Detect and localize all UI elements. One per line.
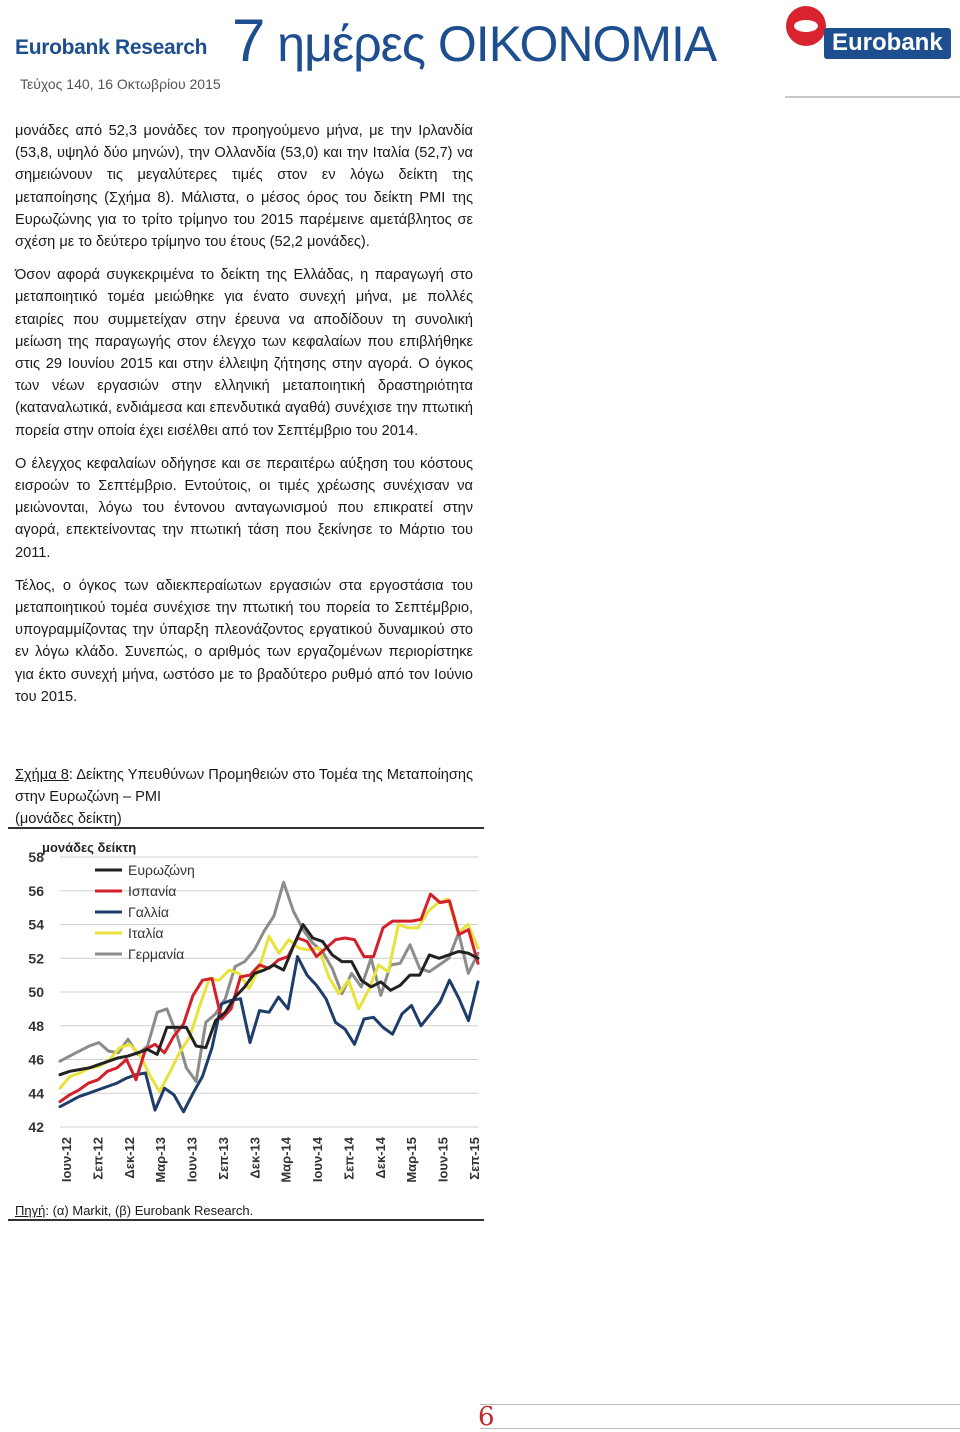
x-tick-label: Ιουν-13 <box>184 1137 200 1183</box>
figure-units: (μονάδες δείκτη) <box>15 811 122 828</box>
footer-rule-top <box>480 1404 960 1405</box>
series-line-2 <box>60 957 478 1112</box>
paragraph-3: Ο έλεγχος κεφαλαίων οδήγησε και σε περαιτέρω αύξηση του κόστους εισροών το Σεπτέμβριο. Εντούτοις, οι τιμές χρέωσης συνέχισαν να μειώνονται, λόγω του έντονου ανταγωνισμού που επικρατεί στην αγορά, επεκτείνοντας την πτωτική τάση που ξεκίνησε το Μάρτιο του 2011. <box>15 455 473 561</box>
paragraph-2: Όσον αφορά συγκεκριμένα το δείκτη της Ελλάδας, η παραγωγή στο μεταποιητικό τομέα μειώθηκε για ένατο συνεχή μήνα, με πολλές εταιρίες που συμμετείχαν στην έρευνα να αποδίδουν τη συνολική μείωση της παραγωγής στον έλεγχο των κεφαλαίων που επιβλήθηκε στις 29 Ιουνίου 2015 και στην έλλειψη ζήτησης στην αγορά. Ο όγκος των νέων εργασιών στην ελληνική μεταποιητική δραστηριότητα (καταναλωτικά, ενδιάμεσα και επενδυτικά αγαθά) συνέχισε την πτωτική πορεία στην οποία έχει εισέλθει από τον Σεπτέμβριο του 2014. <box>15 267 473 439</box>
x-tick-label: Δεκ-14 <box>372 1137 388 1179</box>
page-header <box>0 0 960 100</box>
y-tick-label: 56 <box>28 882 44 899</box>
paragraph-4: Τέλος, ο όγκος των αδιεκπεραίωτων εργασιών στα εργοστάσια του μεταποιητικού τομέα συνέχισε την πτωτική του πορεία το Σεπτέμβριο, υπογραμμίζοντας την ύπαρξη πλεονάζοντος εργατικού δυναμικού στο εν λόγω κλάδο. Συνεπώς, ο αριθμός των εργαζομένων περιορίστηκε για έκτο συνεχή μήνα, ωστόσο με το βραδύτερο ρυθμό από τον Ιούνιο του 2015. <box>15 577 473 705</box>
paragraph-1: μονάδες από 52,3 μονάδες τον προηγούμενο μήνα, με την Ιρλανδία (53,8, υψηλό δύο μηνών), την Ολλανδία (53,0) και την Ιταλία (52,7) να σημειώνουν τις μεγαλύτερες τιμές στον εν λόγω δείκτη της μεταποίησης (Σχήμα 8). Μάλιστα, ο μέσος όρος του δείκτη PMI της Ευρωζώνης για το τρίτο τρίμηνο του 2015 παρέμεινε αμετάβλητος σε σχέση με το δεύτερο τρίμηνο του έτους (52,2 μονάδες). <box>15 123 473 251</box>
header-rule <box>785 96 960 98</box>
x-tick-label: Μαρ-15 <box>404 1137 420 1183</box>
footer-rule-bottom <box>480 1428 960 1429</box>
figure-top-rule <box>8 827 484 829</box>
figure-caption <box>15 764 473 831</box>
x-tick-label: Ιουν-14 <box>310 1137 326 1183</box>
x-tick-label: Σεπ-14 <box>341 1137 357 1180</box>
legend-label: Γερμανία <box>128 946 185 962</box>
pmi-line-chart <box>8 832 484 1192</box>
masthead-text: ημέρες ΟΙΚΟΝΟΜΙΑ <box>277 16 717 72</box>
figure-bottom-rule <box>8 1219 484 1221</box>
source-text: : (α) Markit, (β) Eurobank Research. <box>45 1203 254 1218</box>
series-line-4 <box>60 882 478 1081</box>
article-body <box>15 120 473 719</box>
masthead-number: 7 <box>232 7 265 74</box>
y-tick-label: 48 <box>28 1017 44 1034</box>
pmi-chart <box>8 832 484 1192</box>
y-tick-label: 54 <box>28 916 44 933</box>
y-tick-label: 46 <box>28 1051 44 1068</box>
page-number: 6 <box>478 1402 495 1432</box>
x-tick-label: Ιουν-12 <box>59 1137 74 1183</box>
series-line-0 <box>60 925 478 1075</box>
eurobank-logo-icon <box>786 6 826 46</box>
y-tick-label: 42 <box>28 1119 44 1135</box>
x-tick-label: Σεπ-13 <box>215 1137 231 1180</box>
x-tick-label: Σεπ-15 <box>467 1137 482 1180</box>
y-axis-label: μονάδες δείκτη <box>42 840 137 855</box>
issue-date: Τεύχος 140, 16 Οκτωβρίου 2015 <box>20 76 221 92</box>
legend-label: Ευρωζώνη <box>128 862 195 878</box>
y-tick-label: 50 <box>28 984 44 1000</box>
legend-label: Ιταλία <box>128 925 164 941</box>
legend-label: Γαλλία <box>128 904 170 920</box>
x-tick-label: Σεπ-12 <box>90 1137 106 1180</box>
figure-label: Σχήμα 8 <box>15 767 69 783</box>
masthead-title <box>232 6 716 75</box>
x-tick-label: Δεκ-13 <box>247 1137 263 1179</box>
source-label: Πηγή <box>15 1203 46 1218</box>
x-tick-label: Δεκ-12 <box>121 1137 137 1179</box>
x-tick-label: Μαρ-13 <box>153 1137 169 1183</box>
eurobank-research-brand: Eurobank Research <box>15 36 208 59</box>
y-tick-label: 44 <box>28 1085 44 1102</box>
y-tick-label: 58 <box>28 849 44 865</box>
eurobank-logo-text: Eurobank <box>824 28 951 59</box>
figure-title: Δείκτης Υπευθύνων Προμηθειών στο Τομέα της Μεταποίησης στην Ευρωζώνη – PMI <box>15 767 473 806</box>
x-tick-label: Μαρ-14 <box>278 1137 294 1183</box>
y-tick-label: 52 <box>28 950 44 967</box>
figure-sep: : <box>68 767 73 783</box>
figure-source <box>15 1203 253 1218</box>
x-tick-label: Ιουν-15 <box>435 1137 451 1183</box>
eurobank-logo <box>786 6 956 56</box>
legend-label: Ισπανία <box>128 883 177 899</box>
